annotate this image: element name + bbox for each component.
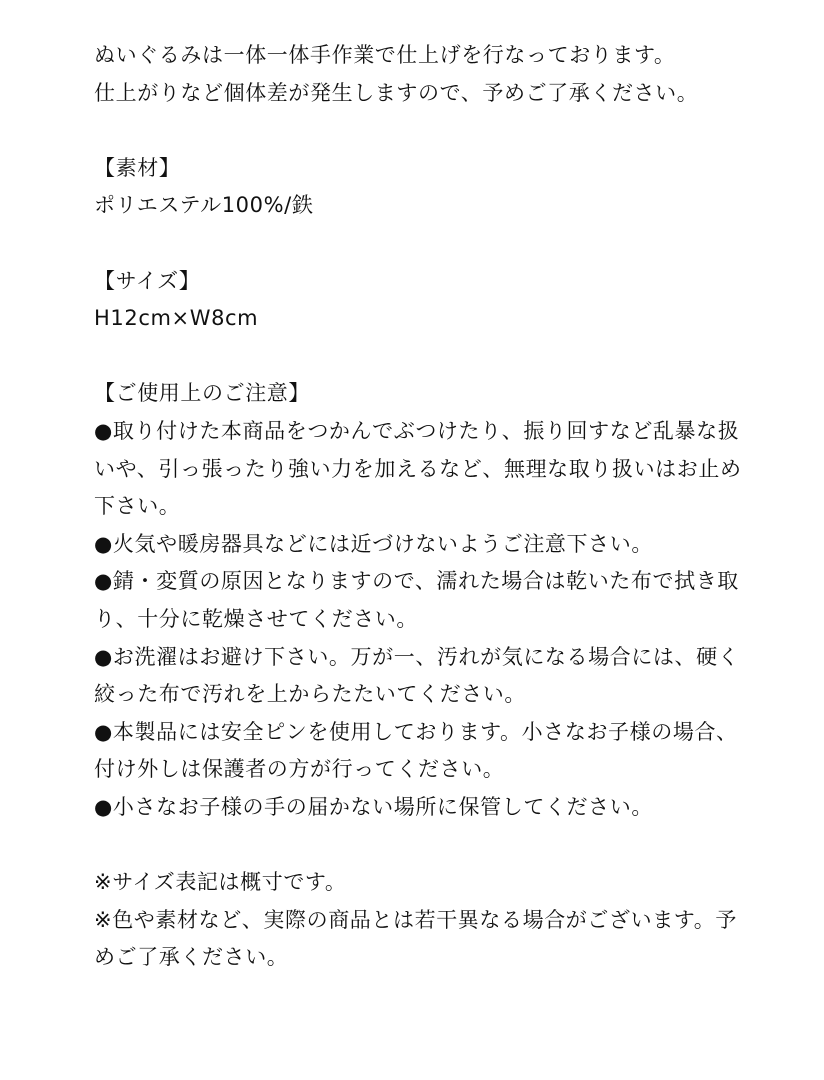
size-value: H12cm×W8cm	[94, 306, 259, 331]
caution-line: り、十分に乾燥させてください。	[94, 606, 418, 631]
caution-line: ●小さなお子様の手の届かない場所に保管してください。	[94, 794, 653, 819]
spacer	[94, 225, 784, 263]
caution-line: 付け外しは保護者の方が行ってください。	[94, 757, 505, 782]
spacer	[94, 112, 784, 150]
caution-heading: 【ご使用上のご注意】	[94, 381, 310, 406]
caution-line: ●火気や暖房器具などには近づけないようご注意下さい。	[94, 531, 653, 556]
note-line: ※色や素材など、実際の商品とは若干異なる場合がございます。予	[94, 907, 737, 932]
spacer	[94, 826, 784, 864]
intro-line: ぬいぐるみは一体一体手作業で仕上げを行なっております。	[94, 43, 676, 67]
note-line: めご了承ください。	[94, 945, 289, 970]
caution-line: 下さい。	[94, 494, 181, 519]
product-description	[94, 37, 784, 977]
spacer	[94, 338, 784, 376]
material-value: ポリエステル100%/鉄	[94, 193, 314, 218]
caution-line: いや、引っ張ったり強い力を加えるなど、無理な取り扱いはお止め	[94, 456, 742, 481]
note-line: ※サイズ表記は概寸です。	[94, 870, 347, 895]
caution-line: ●本製品には安全ピンを使用しております。小さなお子様の場合、	[94, 719, 738, 744]
caution-line: ●取り付けた本商品をつかんでぶつけたり、振り回すなど乱暴な扱	[94, 418, 740, 443]
caution-line: ●お洗濯はお避け下さい。万が一、汚れが気になる場合には、硬く	[94, 644, 740, 669]
caution-line: 絞った布で汚れを上からたたいてください。	[94, 682, 526, 707]
material-heading: 【素材】	[94, 155, 181, 180]
intro-line: 仕上がりなど個体差が発生しますので、予めご了承ください。	[94, 80, 699, 105]
size-heading: 【サイズ】	[94, 268, 201, 293]
caution-line: ●錆・変質の原因となりますので、濡れた場合は乾いた布で拭き取	[94, 569, 739, 594]
